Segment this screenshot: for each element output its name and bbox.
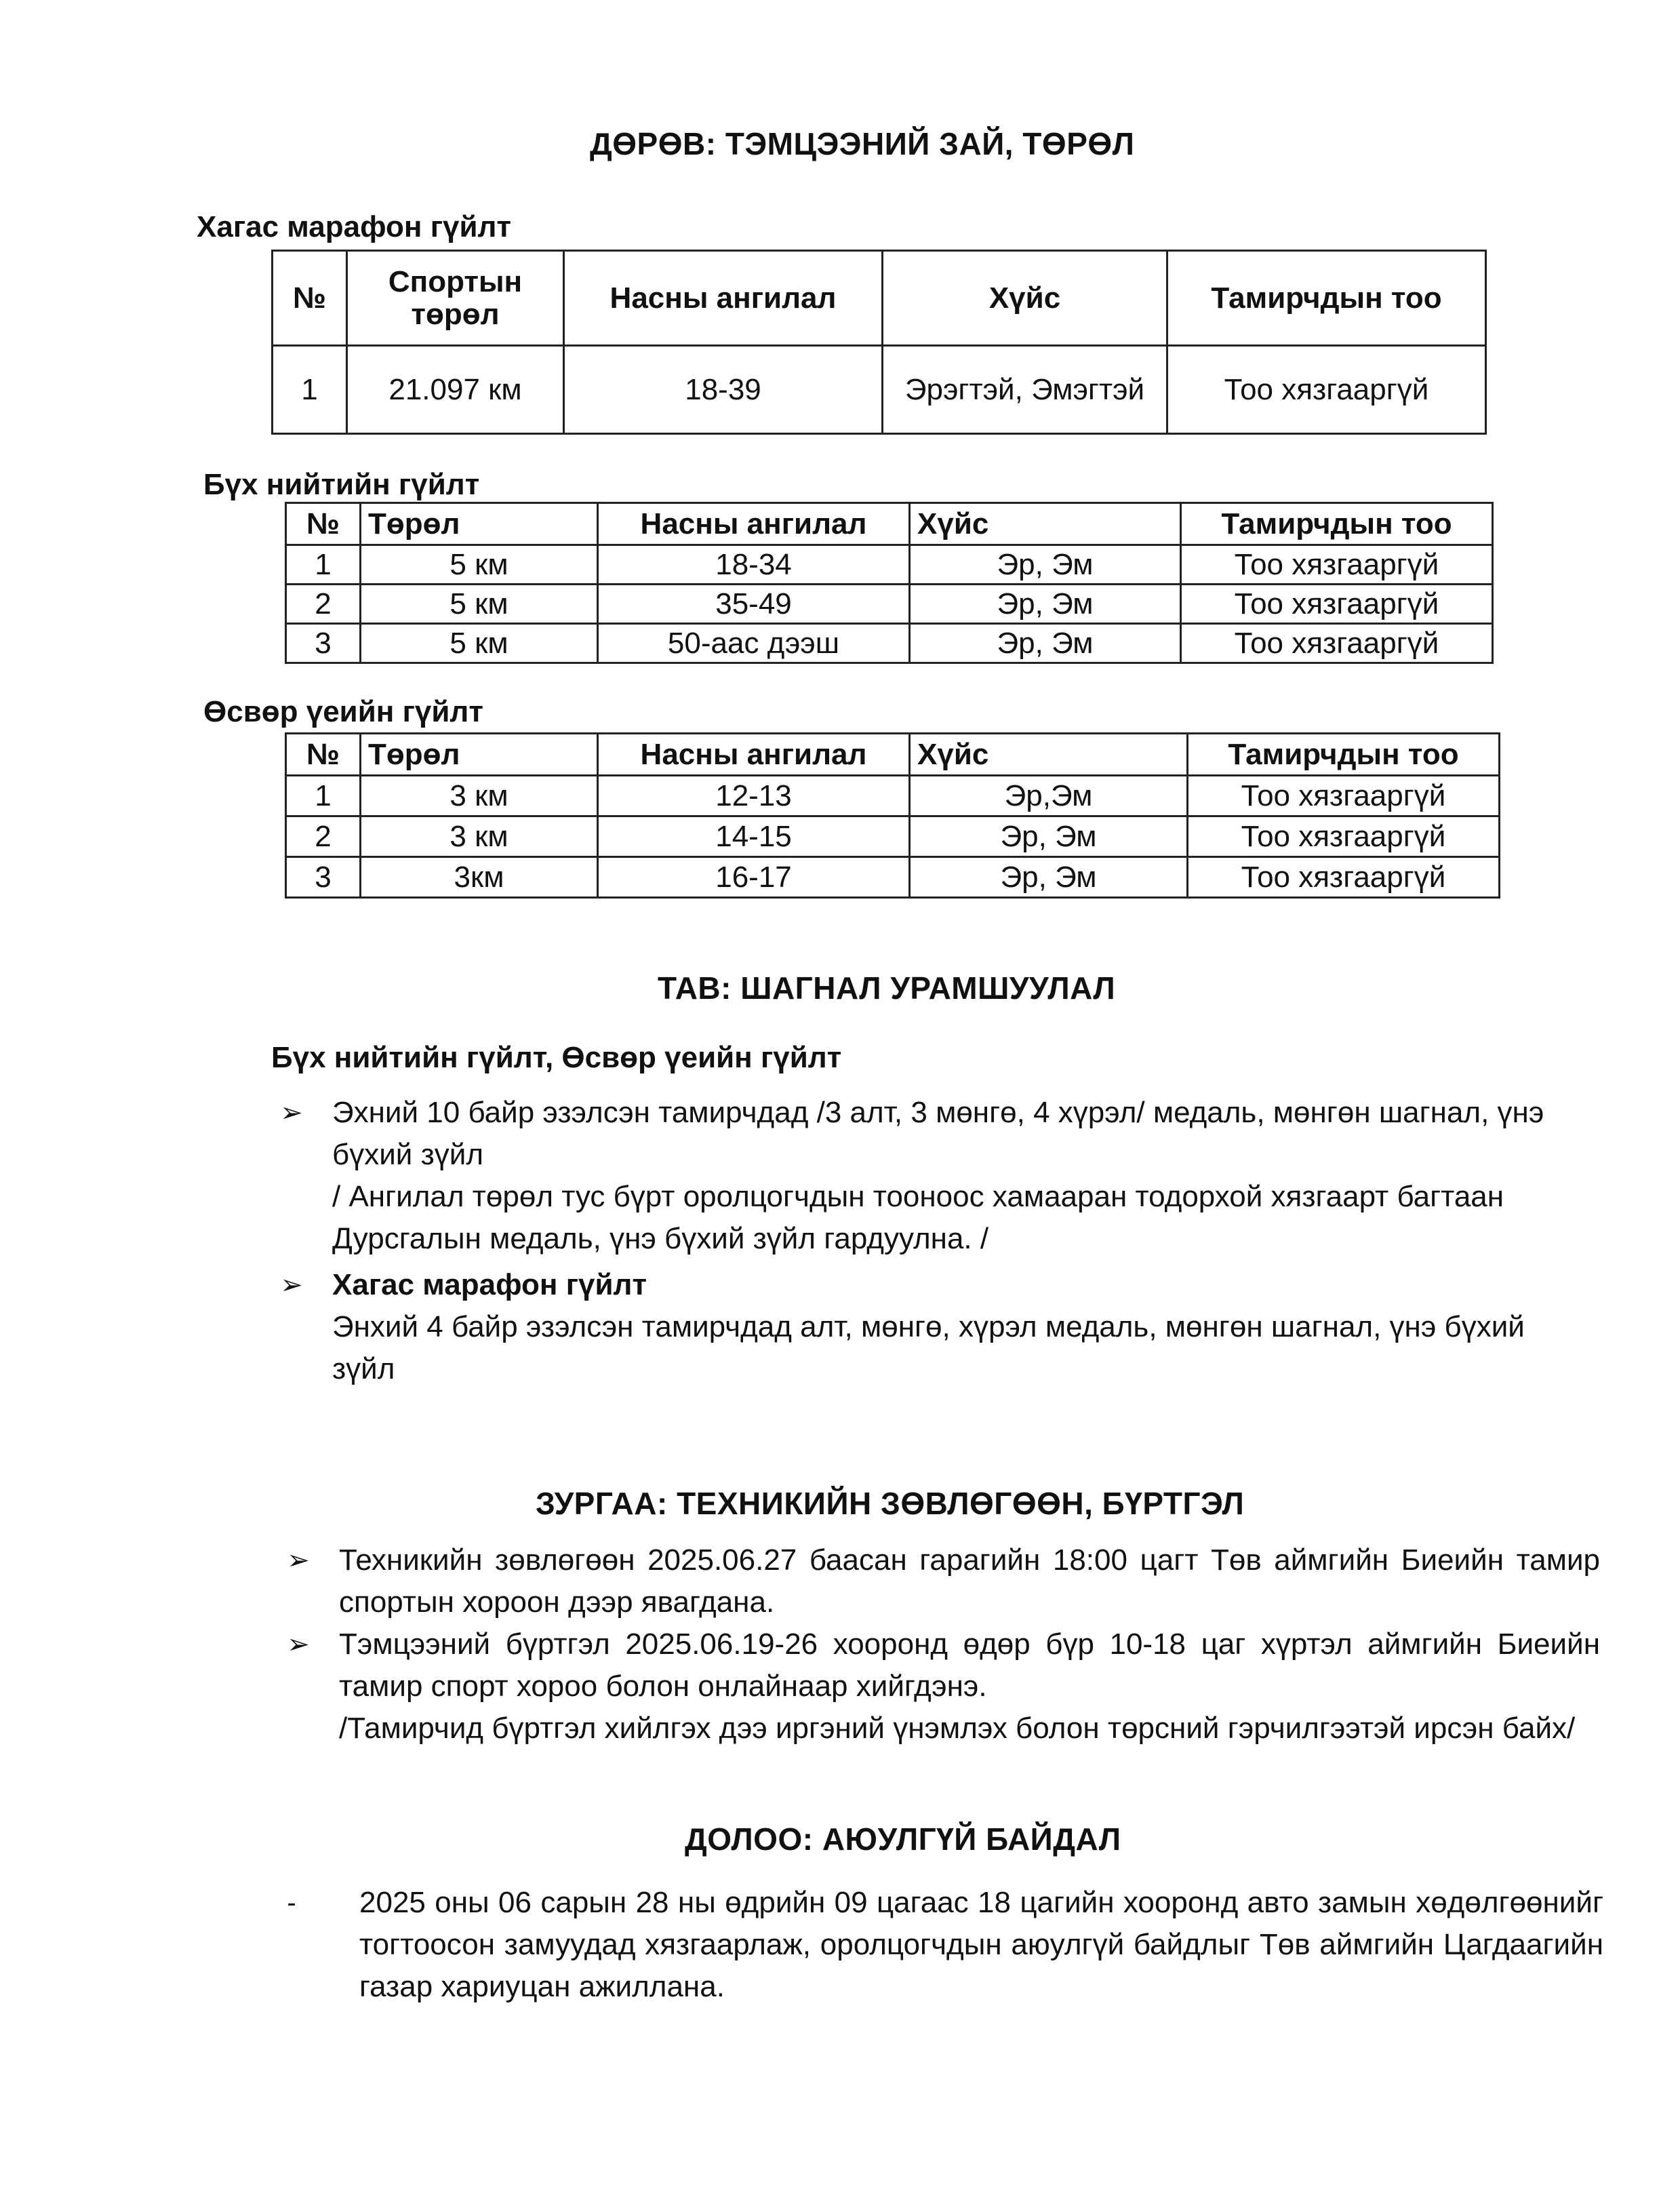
header-cell: Насны ангилал [564,251,883,346]
table-cell: Эр, Эм [910,816,1188,857]
table-row [286,816,1500,857]
technical-list [278,1539,1600,1750]
award-title: Хагас марафон гүйлт [332,1268,647,1301]
table-cell: 3 км [361,776,598,816]
table-cell: 2 [286,816,361,857]
header-cell: Насны ангилал [598,503,910,545]
table-cell: Тоо хязгааргүй [1188,816,1500,857]
table-cell: 5 км [361,585,598,624]
safety-list [271,1882,1603,2008]
table-row [286,776,1500,816]
table-cell: 50-аас дээш [598,624,910,663]
list-item [278,1623,1600,1750]
award-text: Эхний 10 байр эзэлсэн тамирчдад /3 алт, 3 мөнгө, 4 хүрэл/ медаль, мөнгөн шагнал, үнэ бүхий зүйл [332,1096,1544,1171]
safety-text: 2025 оны 06 сарын 28 ны өдрийн 09 цагаас 18 цагийн хооронд авто замын хөдөлгөөнийг тогтоосон замуудад хязгаарлаж, оролцогчдын аюулгүй байдлыг Төв аймгийн Цагдаагийн газар хариуцан ажиллана. [359,1886,1603,2003]
table-cell: 14-15 [598,816,910,857]
header-cell: № [273,251,347,346]
list-item [271,1264,1593,1390]
table-cell: 12-13 [598,776,910,816]
header-cell: Насны ангилал [598,734,910,776]
arrow-bullet-icon: ➢ [280,1270,303,1300]
youth-run-table [285,732,1500,899]
header-cell: Хүйс [910,734,1188,776]
table-cell: 21.097 км [347,346,564,434]
header-cell: Тамирчдын тоо [1167,251,1486,346]
award-note: / Ангилал төрөл тус бүрт оролцогчдын тооноос хамааран тодорхой хязгаарт багтаан Дурсгалын медаль, үнэ бүхий зүйл гардуулна. / [332,1180,1504,1255]
table-cell: 5 км [361,545,598,585]
header-cell: Хүйс [910,503,1181,545]
table-row [286,585,1493,624]
table-cell: 5 км [361,624,598,663]
table-cell: 1 [273,346,347,434]
table-cell: 16-17 [598,857,910,898]
arrow-bullet-icon: ➢ [280,1098,303,1128]
table-cell: Эрэгтэй, Эмэгтэй [883,346,1167,434]
table-cell: 3км [361,857,598,898]
half-marathon-title: Хагас марафон гүйлт [197,210,512,243]
list-item [271,1092,1593,1260]
table-cell: 2 [286,585,361,624]
table-cell: Тоо хязгааргүй [1167,346,1486,434]
half-marathon-table [271,250,1487,435]
table-cell: Эр, Эм [910,585,1181,624]
table-row [286,545,1493,585]
table-row [286,857,1500,898]
table-cell: 3 [286,624,361,663]
header-cell: Спортын төрөл [347,251,564,346]
youth-run-title: Өсвөр үеийн гүйлт [203,695,483,728]
table-cell: 18-39 [564,346,883,434]
section-5-title: ТАВ: ШАГНАЛ УРАМШУУЛАЛ [658,970,1116,1006]
table-cell: 18-34 [598,545,910,585]
table-header-row [273,251,1486,346]
header-cell: Тамирчдын тоо [1188,734,1500,776]
table-cell: 1 [286,545,361,585]
table-cell: Тоо хязгааргүй [1181,624,1493,663]
table-cell: Эр, Эм [910,545,1181,585]
section-6-title: ЗУРГАА: ТЕХНИКИЙН ЗӨВЛӨГӨӨН, БҮРТГЭЛ [536,1486,1245,1521]
table-cell: Тоо хязгааргүй [1181,585,1493,624]
registration-note: /Тамирчид бүртгэл хийлгэх дээ иргэний үнэмлэх болон төрсний гэрчилгээтэй ирсэн байх/ [339,1712,1576,1745]
section-5-subtitle: Бүх нийтийн гүйлт, Өсвөр үеийн гүйлт [271,1041,842,1074]
technical-text: Техникийн зөвлөгөөн 2025.06.27 баасан гарагийн 18:00 цагт Төв аймгийн Биеийн тамир спортын хороон дээр явагдана. [339,1543,1600,1619]
arrow-bullet-icon: ➢ [287,1545,310,1575]
awards-list [271,1092,1593,1390]
table-cell: Эр, Эм [910,624,1181,663]
table-row [286,624,1493,663]
table-cell: Эр,Эм [910,776,1188,816]
table-cell: 3 [286,857,361,898]
table-cell: Тоо хязгааргүй [1181,545,1493,585]
header-cell: № [286,503,361,545]
section-4-title: ДӨРӨВ: ТЭМЦЭЭНИЙ ЗАЙ, ТӨРӨЛ [590,126,1135,161]
dash-bullet-icon: - [287,1888,296,1918]
table-header-row [286,734,1500,776]
table-cell: 1 [286,776,361,816]
header-cell: Төрөл [361,503,598,545]
table-row [273,346,1486,434]
public-run-table [285,502,1494,664]
public-run-title: Бүх нийтийн гүйлт [203,468,480,501]
section-7-title: ДОЛОО: АЮУЛГҮЙ БАЙДАЛ [685,1821,1121,1857]
list-item [278,1539,1600,1623]
table-cell: 3 км [361,816,598,857]
header-cell: Хүйс [883,251,1167,346]
table-header-row [286,503,1493,545]
registration-text: Тэмцээний бүртгэл 2025.06.19-26 хооронд өдөр бүр 10-18 цаг хүртэл аймгийн Биеийн тамир спорт хороо болон онлайнаар хийгдэнэ. [339,1628,1600,1703]
header-cell: № [286,734,361,776]
header-cell: Тамирчдын тоо [1181,503,1493,545]
table-cell: 35-49 [598,585,910,624]
arrow-bullet-icon: ➢ [287,1630,310,1659]
table-cell: Эр, Эм [910,857,1188,898]
award-text: Энхий 4 байр эзэлсэн тамирчдад алт, мөнгө, хүрэл медаль, мөнгөн шагнал, үнэ бүхий зүйл [332,1310,1525,1385]
list-item [271,1882,1603,2008]
table-cell: Тоо хязгааргүй [1188,857,1500,898]
table-cell: Тоо хязгааргүй [1188,776,1500,816]
header-cell: Төрөл [361,734,598,776]
